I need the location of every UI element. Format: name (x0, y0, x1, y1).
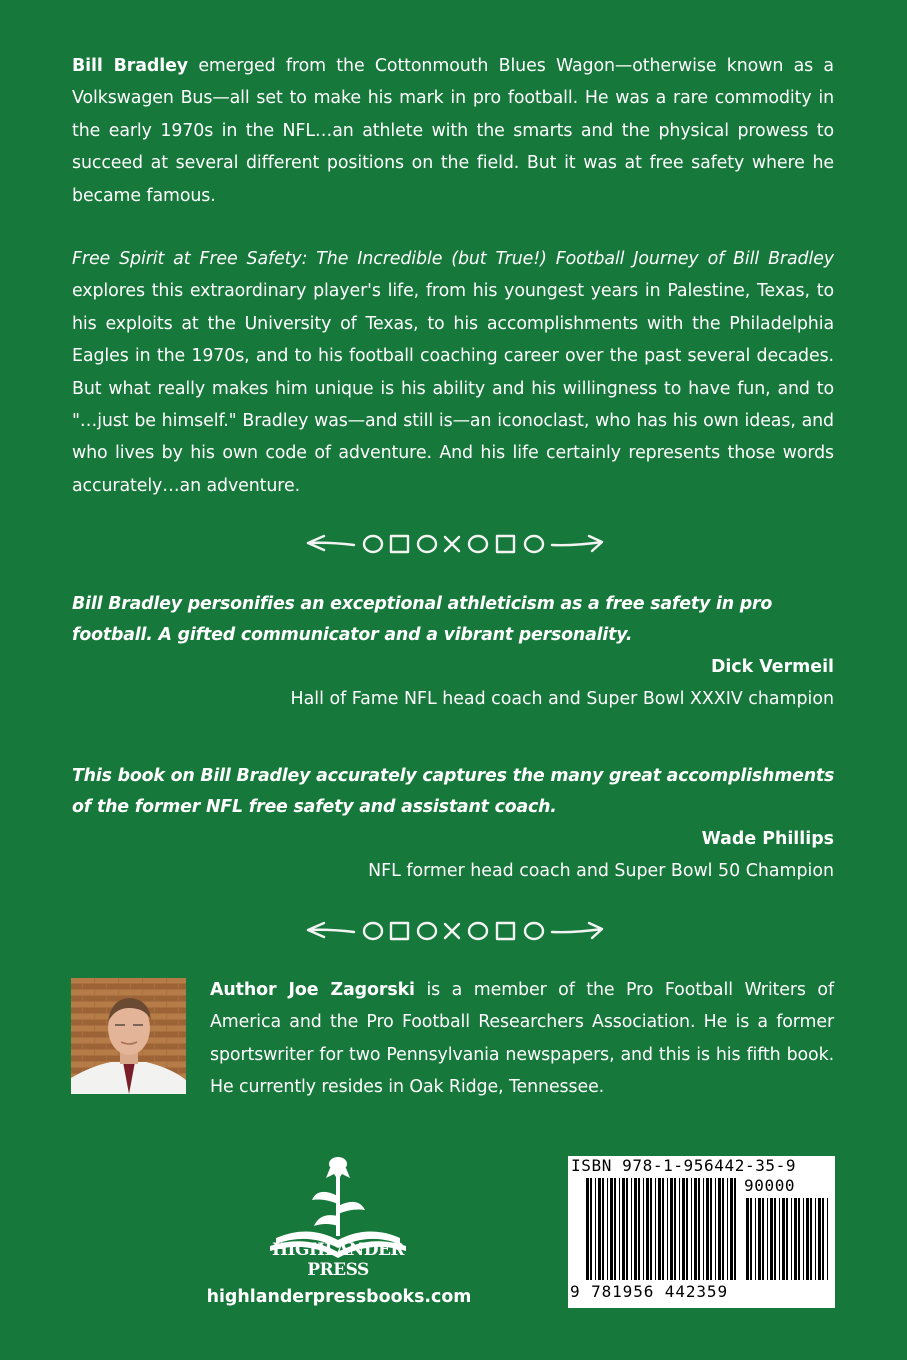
blurb-paragraph-1 (72, 50, 834, 212)
play-diagram-divider-icon (302, 917, 608, 943)
author-label: Author Joe Zagorski (210, 980, 415, 1000)
endorser-name-1: Dick Vermeil (710, 657, 834, 677)
endorser-role-2: NFL former head coach and Super Bowl 50 Champion (368, 861, 834, 881)
publisher-name-line1: HIGHLANDER (271, 1240, 405, 1260)
endorsement-attribution-2 (368, 823, 834, 887)
endorsement-attribution-1 (291, 651, 834, 715)
blurb-text-2: explores this extraordinary player's life, from his youngest years in Palestine, Texas, to his exploits at the University of Texas, to his accomplishments with the Philadelphia Eagles in the 1970s, and to his football coaching career over the past several decades. But what really makes him unique is his ability and his willingness to have fun, and to "…just be himself." Bradley was—and still is—an iconoclast, who has his own ideas, and who lives by his own code of adventure. And his life certainly represents those words accurately…an adventure. (72, 281, 834, 496)
author-photo (71, 978, 186, 1094)
subject-name: Bill Bradley (72, 56, 188, 76)
ean-digits: 9 781956 442359 (570, 1282, 728, 1301)
blurb-text-1: emerged from the Cottonmouth Blues Wagon—otherwise known as a Volkswagen Bus—all set to make his mark in pro football. He was a rare commodity in the early 1970s in the NFL…an athlete with the smarts and the physical prowess to succeed at several different positions on the field. But it was at free safety where he became famous. (72, 56, 834, 206)
play-diagram-divider-icon (302, 530, 608, 556)
author-bio-text: is a member of the Pro Football Writers of America and the Pro Football Researchers Association. He is a former sportswriter for two Pennsylvania newspapers, and this is his fifth book. He currently resides in Oak Ridge, Tennessee. (210, 980, 834, 1098)
publisher-name-line2: PRESS (307, 1260, 369, 1280)
price-code: 90000 (744, 1176, 796, 1195)
isbn-barcode (568, 1156, 835, 1308)
publisher-website: highlanderpressbooks.com (206, 1287, 472, 1307)
isbn-number: ISBN 978-1-956442-35-9 (571, 1156, 797, 1175)
blurb-paragraph-2 (72, 243, 834, 502)
author-bio (210, 974, 834, 1104)
endorsement-quote-1: Bill Bradley personifies an exceptional athleticism as a free safety in pro football. A gifted communicator and a vibrant personality. (72, 594, 773, 645)
endorser-name-2: Wade Phillips (701, 829, 834, 849)
book-title: Free Spirit at Free Safety: The Incredible (but True!) Football Journey of Bill Bradley (72, 249, 834, 269)
endorser-role-1: Hall of Fame NFL head coach and Super Bowl XXXIV champion (290, 689, 834, 709)
endorsement-quote-2: This book on Bill Bradley accurately captures the many great accomplishments of the former NFL free safety and assistant coach. (72, 766, 835, 817)
